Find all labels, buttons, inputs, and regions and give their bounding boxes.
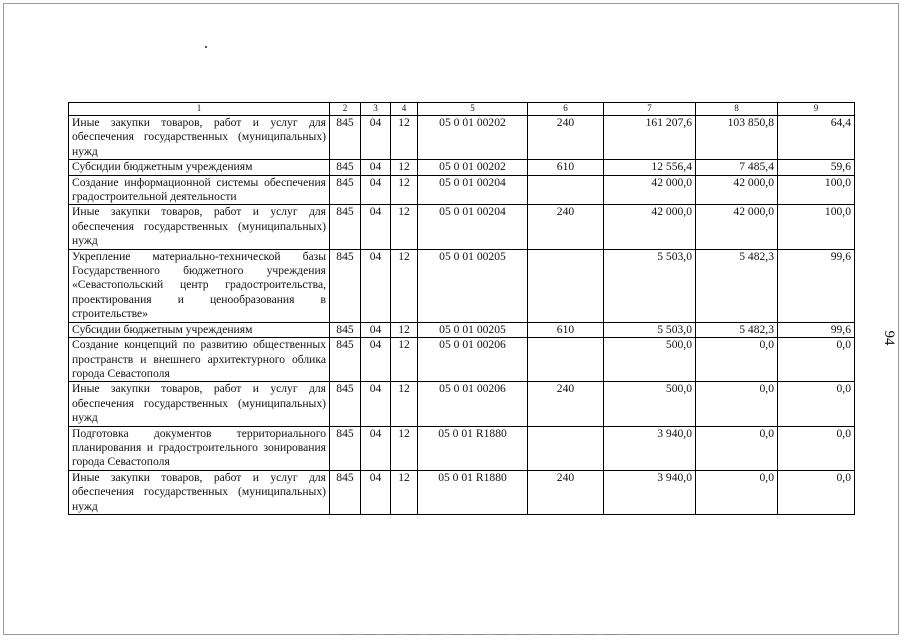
subsection-cell: 12 <box>391 382 418 426</box>
section-cell: 04 <box>361 205 391 249</box>
percent-cell: 99,6 <box>778 249 855 322</box>
actual-amount-cell: 5 482,3 <box>696 322 778 337</box>
subsection-cell: 12 <box>391 249 418 322</box>
expense-type-cell: 240 <box>528 382 604 426</box>
item-name: Укрепление материально-технической базы Государственного бюджетного учреждения «Севастопольский центр градостроительства, проектирования и ценообразования в строительстве» <box>69 249 330 322</box>
table-row <box>69 382 855 426</box>
percent-cell: 0,0 <box>778 338 855 382</box>
budget-table <box>68 102 855 515</box>
item-name: Подготовка документов территориального планирования и градостроительного зонирования города Севастополя <box>69 426 330 470</box>
actual-amount-cell: 0,0 <box>696 426 778 470</box>
percent-cell: 99,6 <box>778 322 855 337</box>
plan-amount-cell: 42 000,0 <box>604 205 696 249</box>
percent-cell: 0,0 <box>778 382 855 426</box>
percent-cell: 100,0 <box>778 205 855 249</box>
code-cell: 845 <box>330 338 361 382</box>
code-cell: 845 <box>330 382 361 426</box>
subsection-cell: 12 <box>391 175 418 205</box>
expense-type-cell <box>528 175 604 205</box>
plan-amount-cell: 5 503,0 <box>604 249 696 322</box>
item-name: Иные закупки товаров, работ и услуг для обеспечения государственных (муниципальных) нужд <box>69 205 330 249</box>
table-row <box>69 205 855 249</box>
code-cell: 845 <box>330 116 361 160</box>
plan-amount-cell: 500,0 <box>604 382 696 426</box>
code-cell: 845 <box>330 160 361 175</box>
subsection-cell: 12 <box>391 426 418 470</box>
actual-amount-cell: 0,0 <box>696 382 778 426</box>
header-row <box>69 103 855 116</box>
table-row <box>69 116 855 160</box>
subsection-cell: 12 <box>391 160 418 175</box>
subsection-cell: 12 <box>391 470 418 514</box>
expense-type-cell: 240 <box>528 116 604 160</box>
section-cell: 04 <box>361 160 391 175</box>
header-cell-6: 6 <box>528 103 604 116</box>
header-cell-3: 3 <box>361 103 391 116</box>
actual-amount-cell: 0,0 <box>696 470 778 514</box>
section-cell: 04 <box>361 470 391 514</box>
plan-amount-cell: 500,0 <box>604 338 696 382</box>
item-name: Иные закупки товаров, работ и услуг для обеспечения государственных (муниципальных) нужд <box>69 382 330 426</box>
plan-amount-cell: 3 940,0 <box>604 426 696 470</box>
actual-amount-cell: 103 850,8 <box>696 116 778 160</box>
percent-cell: 59,6 <box>778 160 855 175</box>
table-row <box>69 470 855 514</box>
actual-amount-cell: 0,0 <box>696 338 778 382</box>
section-cell: 04 <box>361 322 391 337</box>
target-article-cell: 05 0 01 00204 <box>418 175 528 205</box>
header-cell-4: 4 <box>391 103 418 116</box>
section-cell: 04 <box>361 382 391 426</box>
table-row <box>69 426 855 470</box>
header-cell-9: 9 <box>778 103 855 116</box>
header-cell-7: 7 <box>604 103 696 116</box>
page-number: 94 <box>881 330 897 346</box>
plan-amount-cell: 3 940,0 <box>604 470 696 514</box>
expense-type-cell: 610 <box>528 160 604 175</box>
table-row <box>69 175 855 205</box>
section-cell: 04 <box>361 175 391 205</box>
expense-type-cell: 240 <box>528 205 604 249</box>
header-cell-8: 8 <box>696 103 778 116</box>
code-cell: 845 <box>330 249 361 322</box>
subsection-cell: 12 <box>391 116 418 160</box>
percent-cell: 0,0 <box>778 426 855 470</box>
scan-edge-noise <box>340 634 640 635</box>
item-name: Субсидии бюджетным учреждениям <box>69 160 330 175</box>
header-cell-2: 2 <box>330 103 361 116</box>
code-cell: 845 <box>330 470 361 514</box>
expense-type-cell: 240 <box>528 470 604 514</box>
section-cell: 04 <box>361 116 391 160</box>
expense-type-cell <box>528 426 604 470</box>
percent-cell: 100,0 <box>778 175 855 205</box>
target-article-cell: 05 0 01 00204 <box>418 205 528 249</box>
code-cell: 845 <box>330 205 361 249</box>
target-article-cell: 05 0 01 R1880 <box>418 426 528 470</box>
plan-amount-cell: 12 556,4 <box>604 160 696 175</box>
target-article-cell: 05 0 01 00202 <box>418 160 528 175</box>
item-name: Создание информационной системы обеспечения градостроительной деятельности <box>69 175 330 205</box>
header-cell-1: 1 <box>69 103 330 116</box>
subsection-cell: 12 <box>391 338 418 382</box>
target-article-cell: 05 0 01 00205 <box>418 249 528 322</box>
actual-amount-cell: 42 000,0 <box>696 205 778 249</box>
item-name: Создание концепций по развитию общественных пространств и внешнего архитектурного облика города Севастополя <box>69 338 330 382</box>
plan-amount-cell: 5 503,0 <box>604 322 696 337</box>
percent-cell: 64,4 <box>778 116 855 160</box>
table-row <box>69 322 855 337</box>
table-row <box>69 160 855 175</box>
section-cell: 04 <box>361 338 391 382</box>
code-cell: 845 <box>330 426 361 470</box>
plan-amount-cell: 161 207,6 <box>604 116 696 160</box>
section-cell: 04 <box>361 426 391 470</box>
expense-type-cell: 610 <box>528 322 604 337</box>
target-article-cell: 05 0 01 00206 <box>418 382 528 426</box>
table-row <box>69 338 855 382</box>
actual-amount-cell: 5 482,3 <box>696 249 778 322</box>
expense-type-cell <box>528 249 604 322</box>
percent-cell: 0,0 <box>778 470 855 514</box>
code-cell: 845 <box>330 322 361 337</box>
expense-type-cell <box>528 338 604 382</box>
target-article-cell: 05 0 01 00202 <box>418 116 528 160</box>
item-name: Иные закупки товаров, работ и услуг для обеспечения государственных (муниципальных) нужд <box>69 470 330 514</box>
subsection-cell: 12 <box>391 322 418 337</box>
item-name: Субсидии бюджетным учреждениям <box>69 322 330 337</box>
code-cell: 845 <box>330 175 361 205</box>
scan-speck <box>205 46 207 48</box>
header-cell-5: 5 <box>418 103 528 116</box>
section-cell: 04 <box>361 249 391 322</box>
item-name: Иные закупки товаров, работ и услуг для обеспечения государственных (муниципальных) нужд <box>69 116 330 160</box>
target-article-cell: 05 0 01 00205 <box>418 322 528 337</box>
plan-amount-cell: 42 000,0 <box>604 175 696 205</box>
actual-amount-cell: 7 485,4 <box>696 160 778 175</box>
actual-amount-cell: 42 000,0 <box>696 175 778 205</box>
subsection-cell: 12 <box>391 205 418 249</box>
target-article-cell: 05 0 01 00206 <box>418 338 528 382</box>
target-article-cell: 05 0 01 R1880 <box>418 470 528 514</box>
table-row <box>69 249 855 322</box>
